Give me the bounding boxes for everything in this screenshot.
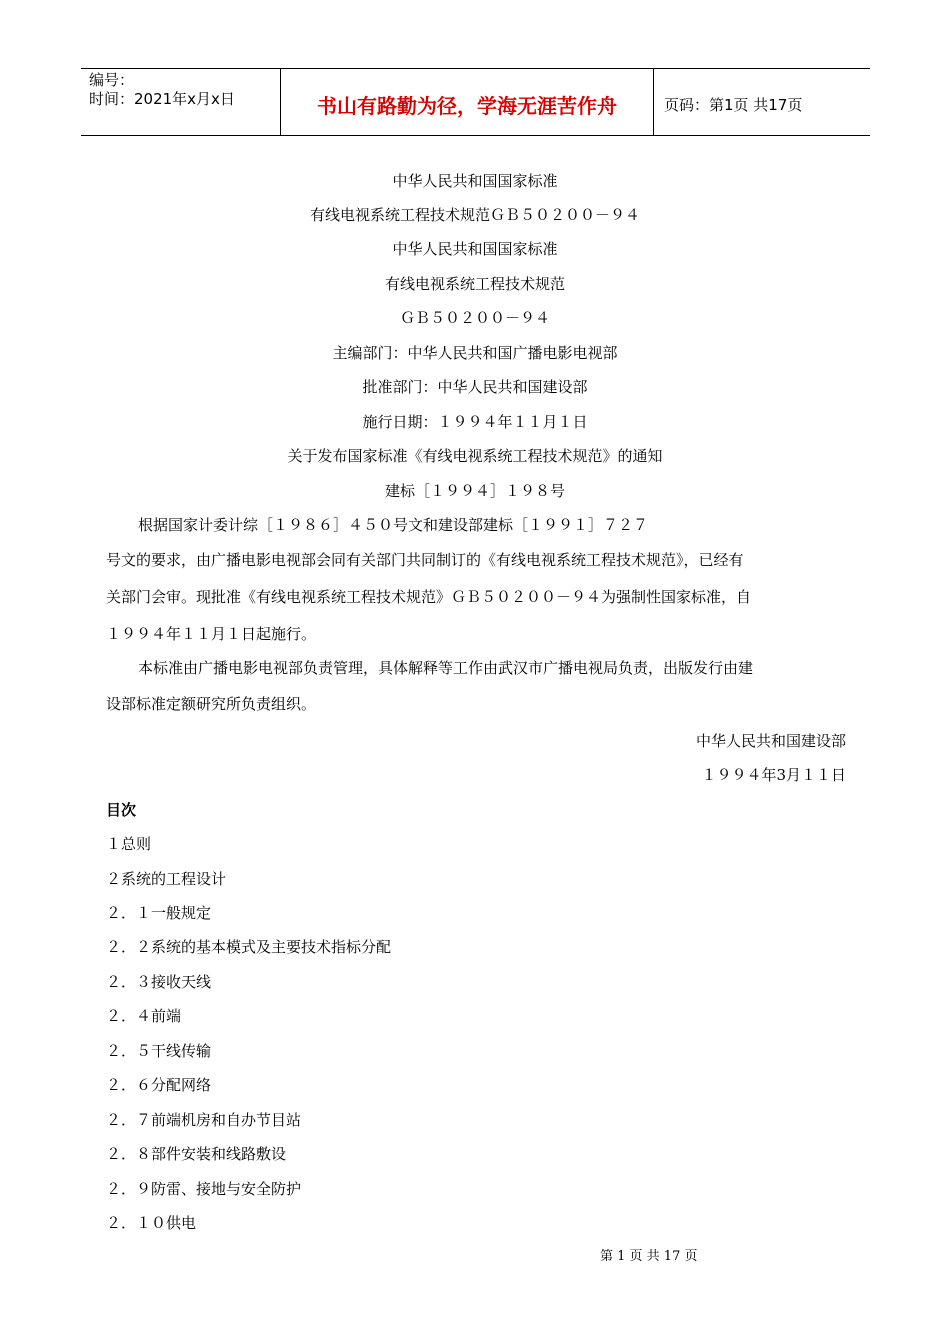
signature-date: １９９４年3月１１日 <box>701 766 846 784</box>
title-line: 中华人民共和国国家标准 <box>392 172 558 190</box>
paragraph-line: １９９４年１１月１日起施行。 <box>106 625 317 643</box>
title-line: 关于发布国家标准《有线电视系统工程技术规范》的通知 <box>287 447 663 465</box>
header-meta <box>81 69 281 135</box>
toc-item: ２．２系统的基本模式及主要技术指标分配 <box>106 938 392 956</box>
page-header <box>81 68 870 136</box>
toc-item: ２．５干线传输 <box>106 1042 212 1060</box>
title-line: 施行日期：１９９４年１１月１日 <box>362 413 588 431</box>
title-line: 主编部门：中华人民共和国广播电影电视部 <box>332 344 618 362</box>
title-line: ＧＢ５０２００－９４ <box>399 309 550 327</box>
title-line: 有线电视系统工程技术规范ＧＢ５０２００－９４ <box>309 206 640 224</box>
toc-item: １总则 <box>106 835 152 853</box>
paragraph-line: 关部门会审。现批准《有线电视系统工程技术规范》ＧＢ５０２００－９４为强制性国家标准，自 <box>106 588 752 606</box>
title-line: 建标［１９９４］１９８号 <box>384 482 565 500</box>
time-label: 时间：2021年x月x日 <box>89 90 235 108</box>
header-motto: 书山有路勤为径，学海无涯苦作舟 <box>281 69 654 135</box>
title-line: 中华人民共和国国家标准 <box>392 240 558 258</box>
toc-item: ２．７前端机房和自办节目站 <box>106 1111 302 1129</box>
paragraph-line: 设部标准定额研究所负责组织。 <box>106 695 317 713</box>
toc-item: ２．３接收天线 <box>106 973 212 991</box>
toc-item: ２．６分配网络 <box>106 1076 212 1094</box>
title-line: 有线电视系统工程技术规范 <box>384 275 565 293</box>
title-line: 批准部门：中华人民共和国建设部 <box>362 378 588 396</box>
paragraph-line: 本标准由广播电影电视部负责管理，具体解释等工作由武汉市广播电视局负责，出版发行由建 <box>138 659 754 677</box>
toc-item: ２．１一般规定 <box>106 904 212 922</box>
toc-title: 目次 <box>106 801 137 819</box>
signature: 中华人民共和国建设部 <box>695 732 846 750</box>
paragraph-line: 根据国家计委计综［１９８６］４５０号文和建设部建标［１９９１］７２７ <box>138 516 649 534</box>
toc-item: ２．９防雷、接地与安全防护 <box>106 1180 302 1198</box>
toc-item: ２．８部件安装和线路敷设 <box>106 1145 287 1163</box>
page-footer: 第 1 页 共 17 页 <box>600 1249 698 1264</box>
toc-item: ２．４前端 <box>106 1007 182 1025</box>
number-label: 编号： <box>89 71 135 89</box>
toc-item: ２系统的工程设计 <box>106 870 227 888</box>
paragraph-line: 号文的要求，由广播电影电视部会同有关部门共同制订的《有线电视系统工程技术规范》，已经有 <box>106 551 744 569</box>
header-page-info: 页码：第1页 共17页 <box>664 95 803 114</box>
toc-item: ２．１０供电 <box>106 1214 197 1232</box>
